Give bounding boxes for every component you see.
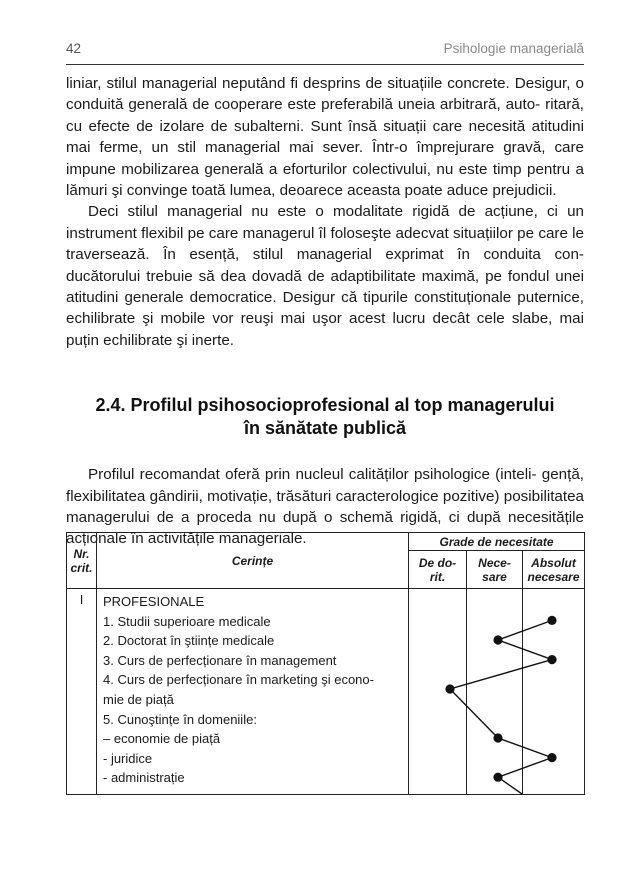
- header-grade-desired-l2: rit.: [429, 569, 446, 584]
- profile-line: [450, 620, 552, 794]
- grade-point: [547, 753, 556, 762]
- grade-point: [493, 773, 502, 782]
- grade-point: [493, 635, 502, 644]
- header-grade-absolute-l2: necesare: [527, 569, 580, 584]
- text-line: ducătorului trebuie să dea dovadă de adaptibilitate maximă, pe fondul: [66, 267, 550, 285]
- text-line: care impune mobilizarea generală a eforturilor colectivului, nu este timp: [66, 139, 584, 178]
- text-line: posibilitatea managerului de a proceda nu după o schemă rigidă, ci după: [66, 487, 584, 526]
- header-grade-needed-l1: Nece-: [478, 555, 511, 570]
- list-item: 4. Curs de perfecționare în marketing şi econo-: [103, 672, 374, 688]
- grade-point: [493, 733, 502, 742]
- list-item: – economie de piață: [103, 731, 221, 747]
- text-line: Profilul recomandat oferă prin nucleul calităților psihologice (inteli-: [88, 466, 537, 484]
- text-line: puternice, echilibrate şi mobile vor reuşi mai uşor acest lucru decât cele: [66, 289, 584, 328]
- text-line: necesitățile acționale în activitățile manageriale.: [66, 509, 584, 548]
- running-header: [66, 41, 584, 63]
- header-nr-label: Nr.: [73, 546, 90, 561]
- list-item: 2. Doctorat în ştiințe medicale: [103, 633, 275, 649]
- text-line: care le traversează. În esență, stilul managerial exprimat în conduita con-: [66, 224, 584, 264]
- paragraph-managerial-style: [66, 201, 584, 351]
- header-grades: Grade de necesitate: [409, 533, 585, 551]
- list-item: mie de piață: [103, 691, 174, 707]
- header-grade-absolute-l1: Absolut: [531, 555, 576, 570]
- list-item: 5. Cunoştințe în domeniile:: [103, 711, 257, 727]
- header-crit-label: crit.: [70, 560, 93, 575]
- text-line: liniar, stilul managerial neputând fi desprins de situațiile concrete. Desigur,: [66, 75, 571, 92]
- header-requirements: Cerințe: [97, 533, 409, 589]
- section-heading-line: în sănătate publică: [243, 418, 407, 438]
- list-item: - juridice: [103, 750, 153, 766]
- grade-point: [547, 616, 556, 625]
- list-item: PROFESIONALE: [103, 594, 205, 609]
- text-line: instrument flexibil pe care managerul îl foloseşte adecvat situațiilor pe: [66, 224, 535, 242]
- row-number: I: [67, 589, 97, 795]
- body-text: [66, 73, 584, 351]
- text-line: pentru a lămuri şi convinge toată lumea, deoarece aceasta poate aduce: [66, 160, 584, 200]
- text-line: gență, flexibilitatea gândirii, motivație, trăsături caracterologice pozitive): [66, 466, 584, 505]
- header-grade-needed-l2: sare: [482, 569, 507, 584]
- running-title: Psihologie managerială: [443, 41, 584, 56]
- text-line: atitudini mai ferme, un stil managerial mai sever. Într-o împrejurare gravă,: [66, 117, 584, 157]
- list-item: 3. Curs de perfecționare în management: [103, 652, 337, 668]
- list-item: - administrație: [103, 770, 185, 786]
- page-number: 42: [66, 41, 82, 56]
- list-item: 1. Studii superioare medicale: [103, 613, 271, 629]
- text-line: prejudicii.: [492, 182, 557, 200]
- text-line: ritară, cu efecte de izolare de subalterni. Sunt însă situații care necesită: [66, 96, 584, 135]
- text-line: Deci stilul managerial nu este o modalitate rigidă de acțiune, ci un: [88, 203, 584, 221]
- text-line: o conduită generală de cooperare este preferabilă uneia arbitrară, auto-: [66, 75, 584, 114]
- section-heading-line: 2.4. Profilul psihosocioprofesional al top managerului: [95, 395, 555, 415]
- grade-point: [445, 684, 454, 693]
- paragraph-continued: [66, 73, 584, 201]
- requirements-table: [66, 532, 584, 796]
- text-line: slabe, mai puțin echilibrate şi inerte.: [66, 310, 584, 349]
- header-rule: [66, 64, 584, 65]
- header-grade-desired-l1: De do-: [418, 555, 457, 570]
- grade-point: [547, 655, 556, 664]
- section-heading: [66, 394, 584, 440]
- text-line: unei atitudini generale democratice. Desigur că tipurile constituționale: [66, 267, 584, 307]
- grade-profile-plot: [66, 532, 584, 796]
